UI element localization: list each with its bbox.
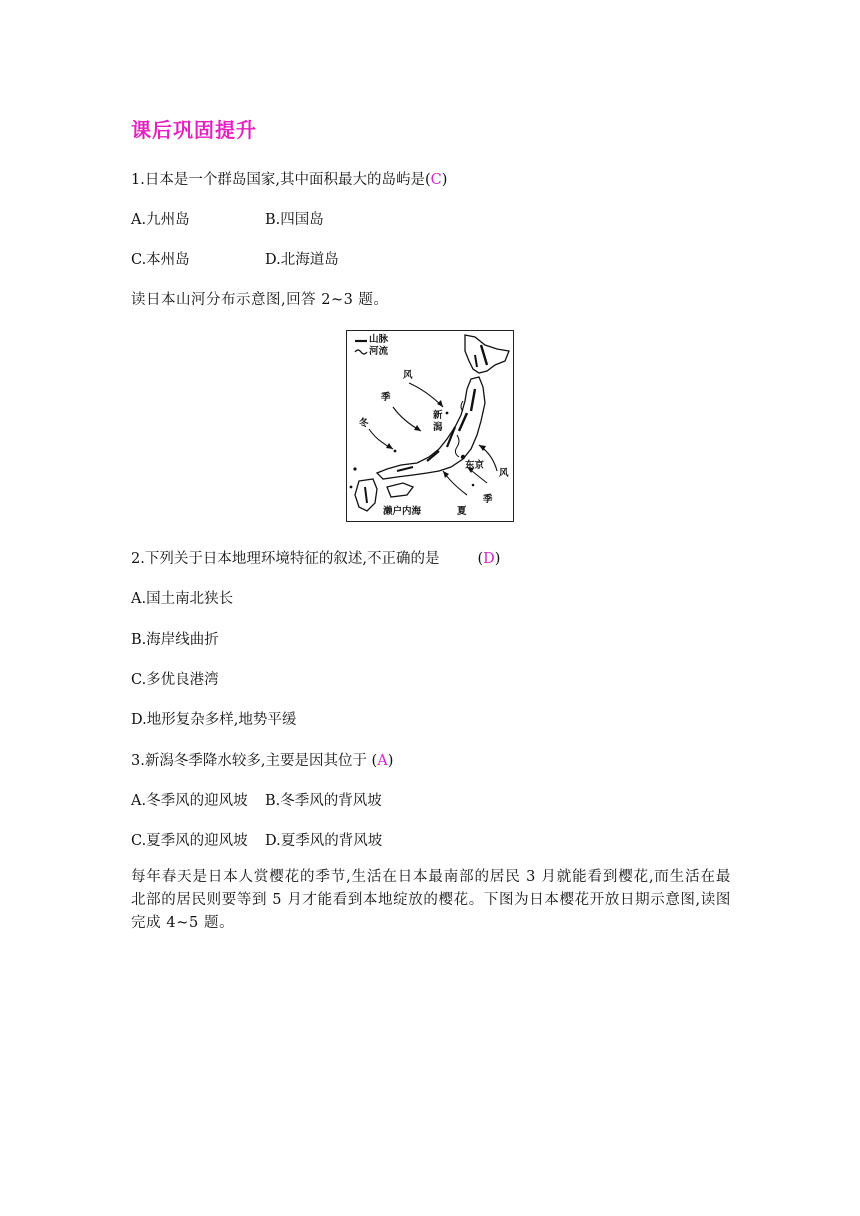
q2-option-c: C.多优良港湾 xyxy=(131,672,219,688)
q1-option-d: D.北海道岛 xyxy=(265,252,339,268)
map-label-seto-inland-sea: 濑户内海 xyxy=(383,506,422,517)
question-3-options-row-2 xyxy=(131,829,383,850)
intro-questions-2-3: 读日本山河分布示意图,回答 2~3 题。 xyxy=(131,292,389,308)
q3-option-b: B.冬季风的背风坡 xyxy=(265,793,382,809)
map-legend-river: 河流 xyxy=(369,346,389,357)
map-label-tokyo: 东京 xyxy=(465,460,485,471)
q3-option-d: D.夏季风的背风坡 xyxy=(265,833,383,849)
map-label-xie: 潟 xyxy=(433,422,443,433)
section-title: 课后巩固提升 xyxy=(131,118,257,142)
question-2-answer: D xyxy=(483,551,495,567)
question-1-answer: C xyxy=(430,172,442,188)
q1-option-c: C.本州岛 xyxy=(131,252,190,268)
question-2-stem: 2.下列关于日本地理环境特征的叙述,不正确的是 (D) xyxy=(131,551,501,567)
map-label-xia: 夏 xyxy=(457,506,467,517)
question-3-answer: A xyxy=(377,753,388,769)
q3-option-a: A.冬季风的迎风坡 xyxy=(131,793,248,809)
q3-option-c: C.夏季风的迎风坡 xyxy=(131,833,248,849)
q2-option-b: B.海岸线曲折 xyxy=(131,632,219,648)
map-label-xin: 新 xyxy=(433,410,443,421)
q2-option-a: A.国土南北狭长 xyxy=(131,591,234,607)
question-3-stem: 3.新潟冬季降水较多,主要是因其位于 (A) xyxy=(131,753,394,769)
map-label-feng-2: 风 xyxy=(499,468,509,479)
map-label-ji-2: 季 xyxy=(483,494,493,505)
q1-option-a: A.九州岛 xyxy=(131,212,190,228)
japan-mountain-river-map xyxy=(346,330,514,522)
question-1-options-row-2 xyxy=(131,248,339,269)
question-1-stem: 1.日本是一个群岛国家,其中面积最大的岛屿是(C) xyxy=(131,172,448,188)
q1-option-b: B.四国岛 xyxy=(265,212,324,228)
question-3-options-row-1 xyxy=(131,789,382,810)
map-legend-mountain: 山脉 xyxy=(369,334,389,345)
q2-option-d: D.地形复杂多样,地势平缓 xyxy=(131,712,297,728)
question-1-options-row-1 xyxy=(131,208,324,229)
map-label-dong: 冬 xyxy=(359,418,369,429)
map-label-ji-1: 季 xyxy=(381,392,391,403)
intro-questions-4-5: 每年春天是日本人赏樱花的季节,生活在日本最南部的居民 3 月就能看到樱花,而生活在最北部的居民则要等到 5 月才能看到本地绽放的樱花。下图为日本樱花开放日期示意图,读图完成 4~5 题。 xyxy=(131,869,731,931)
map-label-feng-1: 风 xyxy=(403,370,413,381)
